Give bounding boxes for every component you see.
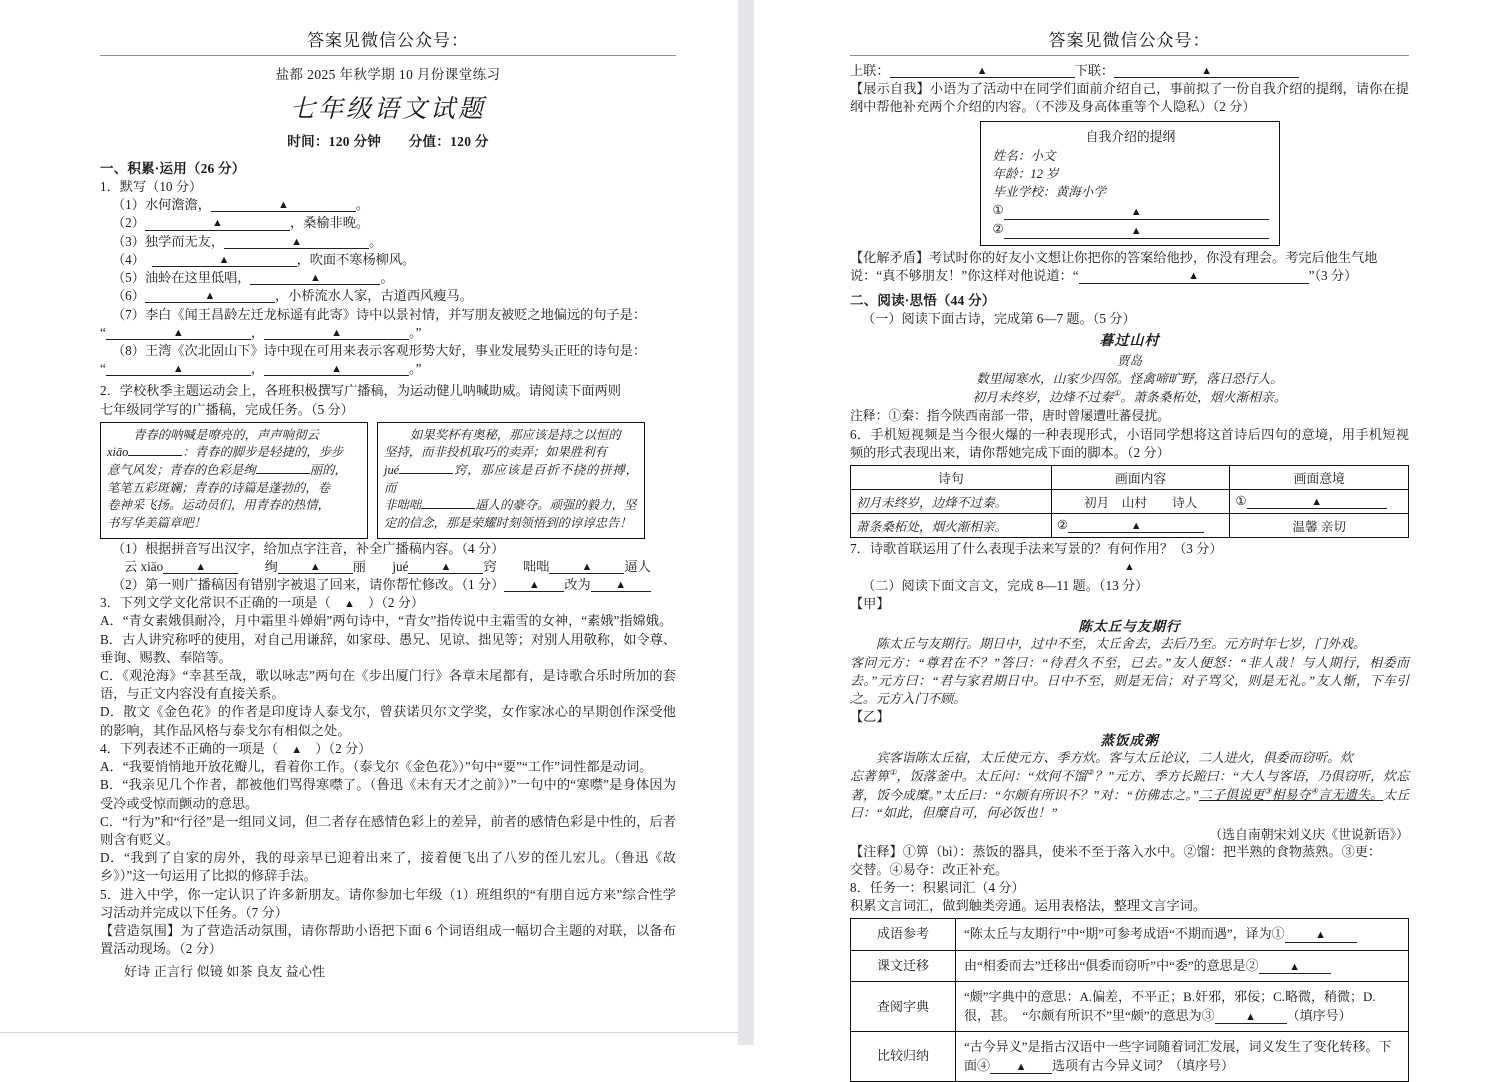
self-intro-outline-box (980, 121, 1280, 247)
q1-item-2-after: ，桑榆非晚。 (289, 215, 370, 231)
vocab-row4-label: 比较归纳 (851, 1032, 956, 1082)
vocab-row4-post: 选项有古今异义词？（填序号） (1052, 1057, 1235, 1073)
q3-option-b: B．古人讲究称呼的使用，对自己用谦辞，如家母、愚兄、见谅、拙见等；对别人用敬称，如令尊、垂询、赐教、奉陪等。 (100, 631, 676, 665)
outline-blank-2-no: ② (992, 222, 1004, 237)
q1-item-5-before: 油蛉在这里低唱， (144, 270, 251, 286)
q1-item-5 (100, 269, 676, 287)
triangle-marker: ▲ (1130, 206, 1142, 219)
vocab-row3-post: （填序号） (1286, 1007, 1352, 1023)
fill-d-post: 逼人 (624, 558, 651, 574)
bcast1-line2 (107, 444, 361, 462)
table-row (851, 982, 1409, 1032)
bcast1-line6: 书写华美篇章吧！ (107, 515, 207, 530)
couplet-bottom-label: 下联： (1074, 63, 1115, 78)
wechat-notice-right: 答案见微信公众号： (1048, 31, 1211, 50)
yi-title: 蒸饭成粥 (1100, 732, 1159, 748)
poem-title: 暮过山村 (1099, 333, 1160, 349)
script-row1-mood[interactable] (1230, 489, 1409, 513)
script-row2-content-blank[interactable] (1068, 519, 1204, 534)
bcast2-blank-1[interactable] (399, 473, 453, 474)
bcast2-line5: 定的信念，那是荣耀时刻领悟到的谆谆忠告！ (384, 515, 632, 530)
q4-answer-triangle[interactable]: ▲ (291, 743, 303, 756)
broadcast-box-1 (100, 422, 368, 539)
q1-item-2-blank[interactable] (145, 214, 290, 230)
question-1-stem: 1．默写（10 分） (100, 179, 203, 194)
script-row2-content-no: ② (1056, 517, 1069, 532)
broadcast-boxes (100, 422, 676, 539)
couplet-top-label: 上联： (850, 63, 890, 78)
bcast2-line1: 如果奖杯有奥秘，那应该是持之以恒的 (410, 427, 621, 442)
bcast2-line4 (384, 497, 638, 515)
q1-item-7-blanks: “ ▲ ， ▲ 。” (100, 324, 422, 340)
q1-item-6-after: ，小桥流水人家，古道西风瘦马。 (274, 288, 473, 304)
triangle-marker: ▲ (1245, 1010, 1257, 1023)
q1-item-1 (100, 196, 676, 214)
vocab-row1-text (956, 919, 1409, 950)
triangle-marker: ▲ (581, 560, 593, 573)
poem-line-2: 初月未终岁，边烽不过秦①。萧条桑柘处，烟火渐相亲。 (972, 389, 1287, 405)
vocab-row2-pre: 由“相委而去”迁移出“俱委而窃听”中“委”的意思是② (964, 957, 1259, 973)
bcast1-line5: 卷神采飞扬。运动员们，用青春的热情， (107, 498, 331, 513)
q1-item-2-no: （2） (112, 215, 145, 231)
triangle-marker: ▲ (309, 560, 321, 573)
bcast2-blank-2[interactable] (421, 508, 475, 509)
fill-a-blank[interactable] (163, 558, 238, 574)
q5-task-1: 【营造氛围】为了营造活动氛围，请你帮助小语把下面 6 个词语组成一幅切合主题的对联，以备布置活动现场。（2 分） (100, 923, 676, 957)
table-row (851, 950, 1409, 981)
bcast1-text-a: 青春的呐喊是嘹亮的，声声响彻云 (133, 427, 319, 442)
vocab-row4-blank[interactable] (990, 1059, 1052, 1074)
bcast2-line3 (384, 462, 638, 497)
jia-label: 【甲】 (850, 595, 890, 611)
q1-item-1-no: （1） (112, 197, 145, 213)
q1-item-5-after: 。 (380, 270, 394, 286)
q5-task-3-line1: 【化解矛盾】考试时你的好友小文想让你把你的答案给他抄，你没有理会。考完后他生气地 (850, 250, 1378, 266)
table-row (851, 489, 1409, 513)
q4-option-d: D．“我到了自家的房外，我的母亲早已迎着出来了，接着便飞出了八岁的侄儿宏儿。（鲁迅《故乡》）”这一句运用了比拟的修辞手法。 (100, 850, 676, 884)
bcast1-blank-2[interactable] (256, 473, 310, 474)
vocab-row1-label: 成语参考 (851, 919, 956, 950)
yi-text-body: 忘著箅①，饭落釜中。太丘问：“炊何不馏②？”元方、季方长跪曰：“大人与客语，乃俱窃听，炊忘著，饭今成糜。”太丘曰：“尔颇有所识不？”对：“仿佛志之。”二子俱说更③相易夺④言无遗失。太丘曰：“如此，但糜自可，何必饭也！” (850, 767, 1410, 821)
script-col-mood: 画面意境 (1230, 465, 1409, 489)
q1-item-1-blank[interactable] (211, 196, 356, 212)
q4-option-b: B．“我亲见几个作者，都被他们骂得寒噤了。（鲁迅《未有天才之前》）”一句中的“寒噤”是身体因为受冷或受惊而颤动的意思。 (100, 777, 676, 811)
q5-task-3-line2 (850, 267, 1409, 285)
script-row1-content: 初月 山村 诗人 (1051, 489, 1230, 513)
jia-text-2: 客问元方：“尊君在不？”答曰：“待君久不至，已去。”友人便怒：“非人哉！与人期行，相委而去。”元方曰：“君与家君期日中。日中不至，则是无信；对子骂父，则是无礼。”友人惭，下车引之。元方入门不顾。 (850, 655, 1409, 707)
q1-item-8-blanks: “ ▲ ， ▲ 。” (100, 361, 422, 377)
jia-title: 陈太丘与友期行 (1078, 619, 1181, 635)
vocab-row1-pre: “陈太丘与友期行”中“期”可参考成语“不期而遇”，译为① (964, 926, 1285, 942)
q1-item-6-blank[interactable] (145, 287, 275, 303)
part1-lead: （一）阅读下面古诗，完成第 6—7 题。（5 分） (862, 310, 1136, 326)
outline-blank-1-line[interactable] (1004, 205, 1269, 220)
question-8-stem: 8．任务一：积累词汇（4 分） (850, 879, 1025, 895)
q1-item-3 (100, 233, 676, 251)
bcast1-line4: 笔笔五彩斑斓；青春的诗篇是蓬勃的，卷 (107, 480, 331, 495)
triangle-marker: ▲ (310, 272, 321, 285)
triangle-marker: ▲ (1201, 65, 1213, 77)
q2-sub2-text: （2）第一则广播稿因有错别字被退了回来，请你帮忙修改。（1 分） (112, 576, 505, 592)
bcast2-text-a: 窍，那应该是百折不挠的拼搏，而 (384, 463, 638, 495)
couplet-bottom-blank[interactable] (1114, 62, 1299, 78)
script-row2-poem: 萧条桑柘处，烟火渐相亲。 (851, 513, 1052, 537)
bcast2-text-c: 逼人的豪夺。顽强的毅力，坚 (475, 498, 637, 513)
couplet-top-blank[interactable] (890, 62, 1075, 78)
q4-option-a: A．“我要悄悄地开放花瓣儿，看着你工作。（泰戈尔《金色花》）”句中“要”“工作”词性都是动词。 (100, 759, 653, 775)
page-title: 七年级语文试题 (289, 96, 486, 123)
outline-row-school: 毕业学校：黄海小学 (992, 185, 1106, 200)
q4-stem-post: ）（2 分） (315, 740, 372, 756)
vocab-row2-label: 课文迁移 (851, 950, 956, 981)
triangle-marker: ▲ (1130, 519, 1142, 532)
q1-item-2 (100, 214, 676, 232)
broadcast-box-2 (377, 422, 645, 539)
outline-blank-2[interactable] (993, 220, 1269, 239)
page-right (754, 0, 1495, 1073)
bcast1-blank-1[interactable] (128, 455, 182, 456)
triangle-marker: ▲ (204, 290, 216, 303)
yi-notes-line1: 【注释】①箅（bì）：蒸饭的器具，使米不至于落入水中。②馏：把半熟的食物蒸熟。③更： (850, 843, 1382, 859)
q1-item-4-no: （4） (112, 251, 139, 267)
outline-row-age: 年龄：12 岁 (992, 166, 1059, 181)
bcast1-line1 (107, 427, 361, 445)
jia-text-1: 陈太丘与友期行。期日中，过中不至，太丘舍去，去后乃至。元方时年七岁，门外戏。 (876, 637, 1366, 652)
table-row (851, 1032, 1409, 1082)
q2-sub2-blank-from[interactable] (504, 576, 564, 592)
outline-blank-1-no: ① (992, 203, 1004, 218)
q3-stem-pre: 3．下列文学文化常识不正确的一项是（ (100, 595, 331, 611)
table-row (851, 513, 1409, 537)
vocab-row3-text (956, 982, 1409, 1032)
script-row2-content[interactable] (1051, 513, 1230, 537)
script-col-poem: 诗句 (851, 465, 1052, 489)
header-divider-right (850, 55, 1409, 56)
triangle-marker: ▲ (172, 363, 184, 376)
bcast2-line2: 坚持，而非投机取巧的卖弄；如果胜利有 (384, 445, 608, 460)
vocab-row3-blank[interactable] (1215, 1009, 1287, 1024)
q1-item-7-blank-b[interactable] (264, 324, 409, 340)
q5-task3-blank[interactable] (1079, 267, 1309, 283)
part2-lead: （二）阅读下面文言文，完成 8—11 题。（13 分） (862, 577, 1149, 593)
q1-item-4 (100, 251, 676, 269)
q1-item-4-after: ，吹面不寒杨柳风。 (296, 251, 416, 267)
script-row1-poem: 初月未终岁，边烽不过秦。 (851, 489, 1052, 513)
section-1-heading: 一、积累·运用（26 分） (100, 161, 246, 176)
wechat-notice-left: 答案见微信公众号： (307, 31, 469, 50)
vocab-row1-blank[interactable] (1285, 927, 1357, 942)
script-row2-mood: 温馨 亲切 (1230, 513, 1409, 537)
vocab-row3-pre: “颇”字典中的意思：A.偏差，不平正；B.奸邪，邪佞；C.略微，稍微；D.很，甚。 “尔颇有所识不”里“颇”的意思为③ (964, 989, 1376, 1023)
bcast1-pinyin-xiao: xiāo (107, 445, 129, 460)
triangle-marker: ▲ (1188, 270, 1199, 283)
question-7-stem: 7．诗歌首联运用了什么表现手法来写景的？有何作用？（3 分） (850, 540, 1223, 556)
bcast1-text-d: 丽的， (309, 463, 347, 478)
exam-meta: 时间：120 分钟 分值：120 分 (287, 134, 489, 149)
q3-stem-post: ）（2 分） (368, 595, 425, 611)
triangle-marker: ▲ (1130, 225, 1142, 238)
triangle-marker: ▲ (212, 217, 223, 230)
triangle-marker: ▲ (172, 326, 184, 339)
q3-option-a: A．“青女素娥俱耐冷，月中霜里斗婵娟”两句诗中，“青女”指传说中主霜雪的女神，“素娥”指嫦娥。 (100, 613, 673, 629)
yi-label: 【乙】 (850, 709, 890, 725)
vocab-row4-pre: “古今异义”是指古汉语中一些字词随着词汇发展，词义发生了变化转移。下面④ (964, 1039, 1392, 1073)
triangle-marker: ▲ (1311, 495, 1323, 508)
q1-item-1-after: 。 (355, 197, 370, 213)
q3-option-d: D．散文《金色花》的作者是印度诗人泰戈尔，曾获诺贝尔文学奖，女作家冰心的早期创作深受他的影响，其作品风格与泰戈尔有相似之处。 (100, 704, 676, 738)
triangle-marker: ▲ (1315, 929, 1327, 942)
fill-a-label: 云 xiāo (124, 558, 164, 574)
question-6-stem: 6．手机短视频是当今很火爆的一种表现形式，小语同学想将这首诗后四句的意境，用手机短视频的形式表现出来，请你帮她完成下面的脚本。（2 分） (850, 427, 1409, 461)
page-left (0, 0, 738, 1045)
q1-item-3-blank[interactable] (224, 233, 369, 249)
bcast1-text-b: ：青春的脚步是轻捷的，步步 (182, 445, 344, 460)
triangle-marker: ▲ (976, 65, 988, 77)
yi-text-first: 宾客诣陈太丘宿，太丘使元方、季方炊。客与太丘论议，二人进火，俱委而窃听。炊 (876, 750, 1353, 765)
outline-blank-2-line[interactable] (1004, 224, 1269, 239)
header-divider-left (100, 55, 676, 56)
q5-task-2: 【展示自我】小语为了活动中在同学们面前介绍自己，事前拟了一份自我介绍的提纲，请你在提纲中帮他补充两个介绍的内容。（不涉及身高体重等个人隐私）（2 分） (850, 81, 1409, 115)
q1-item-7-blank-a[interactable] (106, 324, 251, 340)
q2-sub2-mid: 改为 (564, 576, 591, 592)
yi-notes-line2: 交替。④易夺：改正补充。 (850, 861, 1009, 877)
triangle-marker: ▲ (1289, 960, 1301, 973)
q1-item-5-no: （5） (112, 270, 145, 286)
outline-blank-1[interactable] (993, 201, 1269, 220)
q1-item-8-blank-a[interactable] (106, 360, 251, 376)
triangle-marker: ▲ (218, 253, 230, 266)
q1-item-5-blank[interactable] (250, 269, 380, 285)
q1-item-1-before: 水何澹澹， (144, 197, 211, 213)
fill-b-blank[interactable] (278, 558, 353, 574)
q1-item-3-no: （3） (112, 233, 145, 249)
triangle-marker: ▲ (1015, 1060, 1027, 1073)
bcast1-text-c: 意气风发；青春的色彩是绚 (107, 463, 256, 478)
table-row (851, 919, 1409, 950)
poem-line-1: 数里闻寒水，山家少四邻。怪禽啼旷野，落日恐行人。 (975, 371, 1284, 386)
q3-answer-triangle[interactable]: ▲ (343, 598, 355, 611)
triangle-marker: ▲ (331, 363, 342, 376)
script-row1-mood-no: ① (1235, 493, 1247, 508)
q5-word-bank: 好诗 正言行 似镜 如茶 良友 益心性 (124, 963, 326, 979)
fill-c-label: jué (392, 558, 409, 574)
bcast2-pinyin-jue: jué (384, 463, 400, 478)
couplet-row (850, 62, 1409, 80)
fill-b-post: 丽 (352, 558, 366, 574)
triangle-marker: ▲ (195, 560, 207, 573)
bcast1-line3 (107, 462, 361, 480)
triangle-marker: ▲ (440, 560, 452, 573)
vocab-row3-label: 查阅字典 (851, 982, 956, 1032)
q1-item-3-before: 独学而无友， (144, 233, 225, 249)
q2-sub2 (100, 576, 676, 594)
q7-answer-area[interactable] (850, 559, 1409, 574)
question-2-stem-line2: 七年级同学写的广播稿，完成任务。（5 分） (100, 401, 354, 417)
fill-d-blank[interactable] (549, 558, 624, 574)
outline-row-name: 姓名：小文 (992, 148, 1056, 163)
question-8-lead: 积累文言词汇，做到触类旁通。运用表格法，整理文言字词。 (850, 898, 1207, 914)
vocabulary-table (850, 918, 1409, 1082)
q2-sub1: （1）根据拼音写出汉字，给加点字注音，补全广播稿内容。（4 分） (112, 540, 505, 556)
yi-text-underlined: 二子俱说更③相易夺④言无遗失。 (1199, 786, 1384, 802)
question-2-stem-line1: 2．学校秋季主题运动会上，各班积极撰写广播稿，为运动健儿呐喊助威。请阅读下面两则 (100, 383, 621, 399)
question-4-stem (100, 740, 676, 758)
vocab-row2-text (956, 950, 1409, 981)
footer-divider-left (0, 1032, 738, 1033)
page-gutter (738, 0, 754, 1045)
q4-option-c: C．“行为”和“行径”是一组同义词，但二者存在感情色彩上的差异，前者的感情色彩是中性的，后者则含有贬义。 (100, 813, 676, 847)
q2-sub2-blank-to[interactable] (591, 576, 651, 592)
q2-fill-row (100, 558, 676, 576)
q5-task3-post: ”（3 分） (1308, 268, 1358, 284)
vocab-row2-blank[interactable] (1259, 959, 1331, 974)
triangle-marker: ▲ (1124, 560, 1135, 573)
script-table-header-row (851, 465, 1409, 489)
poem-author: 贾岛 (1116, 353, 1143, 368)
q1-item-4-blank[interactable] (152, 251, 297, 267)
script-row1-mood-blank[interactable] (1247, 495, 1387, 510)
fill-d-label: 咄咄 (523, 558, 550, 574)
fill-c-blank[interactable] (408, 558, 483, 574)
section-2-heading: 二、阅读·思悟（44 分） (850, 292, 996, 308)
video-script-table (850, 465, 1409, 538)
question-5-stem: 5．进入中学，你一定认识了许多新朋友。请你参加七年级（1）班组织的“有朋自远方来”综合性学习活动并完成以下任务。（7 分） (100, 886, 676, 920)
script-col-content: 画面内容 (1051, 465, 1230, 489)
vocab-row4-text (956, 1032, 1409, 1082)
triangle-marker: ▲ (331, 326, 342, 339)
q4-stem-pre: 4．下列表述不正确的一项是（ (100, 740, 279, 756)
q1-item-8-text: （8）王湾《次北固山下》诗中现在可用来表示客观形势大好，事业发展势头正旺的诗句是： (112, 342, 647, 358)
bcast2-text-b: 非咄咄 (384, 498, 422, 513)
fill-c-post: 窍 (483, 558, 497, 574)
q1-item-6-no: （6） (112, 288, 145, 304)
q1-item-3-after: 。 (369, 233, 383, 249)
triangle-marker: ▲ (528, 578, 540, 591)
yi-source: （选自南朝宋刘义庆《世说新语》） (1209, 827, 1409, 842)
fill-b-label: 绚 (264, 558, 278, 574)
outline-title: 自我介绍的提纲 (1085, 129, 1176, 144)
exam-subtitle: 盐都 2025 年秋学期 10 月份课堂练习 (275, 67, 501, 82)
q1-item-8-blank-b[interactable] (264, 360, 409, 376)
triangle-marker: ▲ (277, 199, 289, 212)
q5-task3-pre: 说：“真不够朋友！”你这样对他说道：“ (850, 268, 1079, 284)
q3-option-c: C．《观沧海》“幸甚至哉，歌以咏志”两句在《步出厦门行》各章末尾都有，是诗歌合乐时所加的套语，与正文内容没有直接关系。 (100, 668, 676, 702)
triangle-marker: ▲ (291, 235, 303, 248)
q1-item-6 (100, 287, 676, 305)
poem-annotation: 注释：①秦：指今陕西南部一带，唐时曾屡遭吐蕃侵扰。 (850, 409, 1170, 424)
q1-item-7-text: （7）李白《闻王昌龄左迁龙标遥有此寄》诗中以景衬情，并写朋友被贬之地偏远的句子是： (112, 306, 647, 322)
question-3-stem (100, 594, 676, 612)
triangle-marker: ▲ (615, 578, 627, 591)
